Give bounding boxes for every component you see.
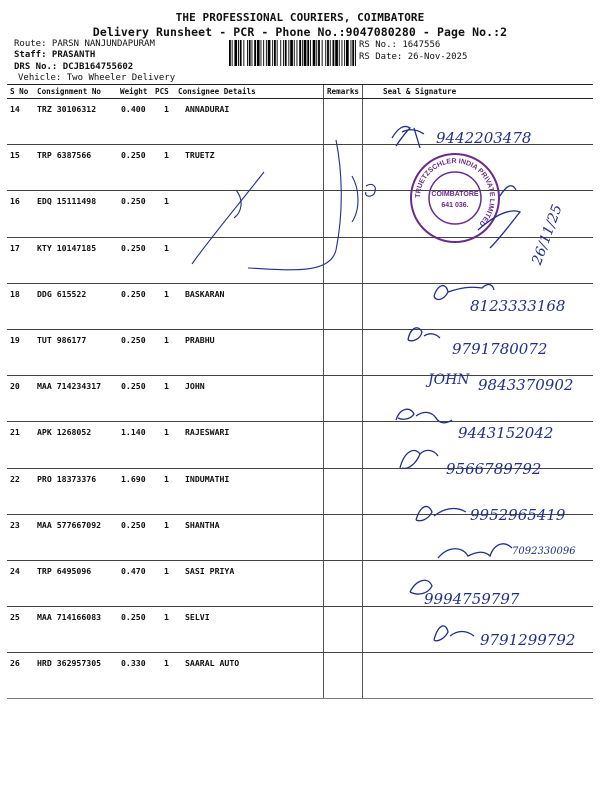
cell-weight: 0.470 (117, 560, 152, 606)
cell-pcs: 1 (152, 99, 175, 145)
barcode-bar (240, 40, 242, 66)
table-row (7, 607, 593, 653)
cell-consignee: INDUMATHI (175, 468, 324, 514)
col-consignee: Consignee Details (175, 85, 324, 99)
barcode-bar (342, 40, 343, 66)
runsheet-title: Delivery Runsheet - PCR - Phone No.:9047080280 - Page No.:2 (92, 25, 508, 39)
cell-pcs: 1 (152, 329, 175, 375)
cell-pcs: 1 (152, 653, 175, 699)
cell-seal-signature (363, 283, 594, 329)
cell-seal-signature (363, 237, 594, 283)
col-sno: S No (7, 85, 34, 99)
cell-consignment-no: APK 1268052 (34, 422, 117, 468)
cell-weight: 1.140 (117, 422, 152, 468)
col-pcs: PCS (152, 85, 175, 99)
cell-weight: 0.250 (117, 237, 152, 283)
cell-consignment-no: PRO 18373376 (34, 468, 117, 514)
barcode-bar (229, 40, 231, 66)
cell-remarks (324, 653, 363, 699)
table-row (7, 468, 593, 514)
table-row (7, 329, 593, 375)
stamp-outer-text: TRUETZSCHLER INDIA PRIVATE LIMITED (414, 157, 496, 228)
cell-consignment-no: TRP 6387566 (34, 145, 117, 191)
cell-consignment-no: TRZ 30106312 (34, 99, 117, 145)
table-row (7, 237, 593, 283)
cell-consignee: SHANTHA (175, 514, 324, 560)
route-label: Route: PARSN NANJUNDAPURAM (14, 39, 155, 49)
cell-sno: 19 (7, 329, 34, 375)
barcode-bar (352, 40, 354, 66)
cell-weight: 0.250 (117, 607, 152, 653)
table-row (7, 422, 593, 468)
barcode-bar (249, 40, 251, 66)
cell-consignee: SASI PRIYA (175, 560, 324, 606)
cell-weight: 0.330 (117, 653, 152, 699)
cell-consignee: ANNADURAI (175, 99, 324, 145)
phone-row-21: 9443152042 (458, 424, 554, 442)
cell-sno: 23 (7, 514, 34, 560)
cell-weight: 0.250 (117, 283, 152, 329)
cell-seal-signature (363, 560, 594, 606)
cell-remarks (324, 514, 363, 560)
barcode-bar (339, 40, 340, 66)
barcode-bar (310, 40, 311, 66)
barcode-bar (355, 40, 356, 66)
col-remarks: Remarks (324, 85, 363, 99)
phone-row-25: 7092330096 (512, 546, 576, 557)
cell-sno: 21 (7, 422, 34, 468)
cell-sno: 14 (7, 99, 34, 145)
barcode-bar (297, 40, 298, 66)
cell-consignee: BASKARAN (175, 283, 324, 329)
barcode-image (229, 40, 357, 66)
cell-remarks (324, 329, 363, 375)
cell-remarks (324, 607, 363, 653)
cell-sno: 26 (7, 653, 34, 699)
barcode-bar (247, 40, 248, 66)
phone-row-22: 9566789792 (446, 460, 542, 478)
vehicle-label: Vehicle: Two Wheeler Delivery (18, 73, 176, 83)
cell-seal-signature (363, 191, 594, 237)
barcode-bar (290, 40, 293, 66)
phone-row-20: 9843370902 (478, 376, 574, 394)
cell-consignee: TRUETZ (175, 145, 324, 191)
cell-pcs: 1 (152, 376, 175, 422)
stamp-city: COIMBATORE (431, 191, 479, 198)
barcode-bar (268, 40, 271, 66)
cell-pcs: 1 (152, 283, 175, 329)
barcode-bar (285, 40, 287, 66)
cell-seal-signature (363, 607, 594, 653)
table-row (7, 283, 593, 329)
barcode-bar (325, 40, 326, 66)
cell-pcs: 1 (152, 560, 175, 606)
cell-consignee: RAJESWARI (175, 422, 324, 468)
barcode-bar (288, 40, 289, 66)
cell-sno: 18 (7, 283, 34, 329)
cell-seal-signature (363, 99, 594, 145)
barcode-bar (277, 40, 278, 66)
cell-pcs: 1 (152, 145, 175, 191)
cell-consignee (175, 191, 324, 237)
cell-seal-signature (363, 653, 594, 699)
cell-seal-signature (363, 422, 594, 468)
cell-sno: 22 (7, 468, 34, 514)
stamp-pin: 641 036. (441, 202, 469, 209)
cell-seal-signature (363, 329, 594, 375)
cell-consignee (175, 237, 324, 283)
phone-row-18: 8123333168 (470, 297, 566, 315)
cell-remarks (324, 99, 363, 145)
cell-weight: 0.250 (117, 145, 152, 191)
barcode-bar (272, 40, 273, 66)
cell-consignment-no: KTY 10147185 (34, 237, 117, 283)
barcode-bar (283, 40, 284, 66)
cell-consignment-no: HRD 362957305 (34, 653, 117, 699)
cell-seal-signature (363, 145, 594, 191)
rs-number: RS No.: 1647556 (359, 40, 441, 50)
cell-remarks (324, 191, 363, 237)
barcode-bar (302, 40, 303, 66)
barcode-bar (252, 40, 253, 66)
cell-consignment-no: MAA 714166083 (34, 607, 117, 653)
barcode-bar (316, 40, 317, 66)
barcode-bar (330, 40, 331, 66)
col-seal-signature: Seal & Signature (363, 85, 594, 99)
cell-weight: 0.250 (117, 376, 152, 422)
signed-date: 26/11/25 (529, 202, 566, 268)
cell-seal-signature (363, 468, 594, 514)
cell-consignment-no: MAA 577667092 (34, 514, 117, 560)
cell-weight: 0.250 (117, 329, 152, 375)
cell-remarks (324, 283, 363, 329)
barcode-bar (318, 40, 320, 66)
cell-consignment-no: MAA 714234317 (34, 376, 117, 422)
barcode-bar (274, 40, 276, 66)
barcode-bar (346, 40, 349, 66)
cell-consignment-no: DDG 615522 (34, 283, 117, 329)
table-header-row (7, 85, 593, 99)
cell-pcs: 1 (152, 237, 175, 283)
barcode-bar (280, 40, 281, 66)
cell-consignee: SELVI (175, 607, 324, 653)
staff-label: Staff: PRASANTH (14, 50, 96, 60)
cell-remarks (324, 560, 363, 606)
cell-sno: 16 (7, 191, 34, 237)
cell-remarks (324, 237, 363, 283)
col-consignment: Consignment No (34, 85, 117, 99)
phone-row-25b: 9994759797 (424, 590, 520, 608)
table-row (7, 560, 593, 606)
runsheet-table (7, 84, 593, 699)
barcode-bar (335, 40, 338, 66)
cell-pcs: 1 (152, 607, 175, 653)
cell-consignment-no: EDQ 15111498 (34, 191, 117, 237)
cell-weight: 0.400 (117, 99, 152, 145)
table-row (7, 99, 593, 145)
barcode-bar (232, 40, 233, 66)
cell-consignee: SAARAL AUTO (175, 653, 324, 699)
phone-row-14: 9442203478 (436, 129, 532, 147)
rs-date: RS Date: 26-Nov-2025 (359, 52, 468, 62)
barcode-bar (322, 40, 323, 66)
cell-seal-signature (363, 376, 594, 422)
cell-weight: 0.250 (117, 514, 152, 560)
barcode-bar (261, 40, 262, 66)
cell-consignee: PRABHU (175, 329, 324, 375)
company-title: THE PROFESSIONAL COURIERS, COIMBATORE (175, 11, 425, 24)
drs-number: DRS No.: DCJB164755602 (14, 62, 134, 72)
cell-consignment-no: TRP 6495096 (34, 560, 117, 606)
barcode-bar (257, 40, 260, 66)
cell-sno: 25 (7, 607, 34, 653)
cell-weight: 0.250 (117, 191, 152, 237)
cell-sno: 15 (7, 145, 34, 191)
table-row (7, 191, 593, 237)
barcode-bar (351, 40, 352, 66)
cell-remarks (324, 468, 363, 514)
barcode-bar (344, 40, 345, 66)
cell-consignee: JOHN (175, 376, 324, 422)
phone-row-19: 9791780072 (452, 340, 548, 358)
cell-pcs: 1 (152, 468, 175, 514)
barcode-bar (294, 40, 295, 66)
table-row (7, 653, 593, 699)
table-row (7, 376, 593, 422)
cell-sno: 24 (7, 560, 34, 606)
barcode-bar (299, 40, 301, 66)
barcode-bar (333, 40, 335, 66)
barcode-bar (243, 40, 244, 66)
table-row (7, 145, 593, 191)
cell-pcs: 1 (152, 191, 175, 237)
handwritten-name-row-20: JOHN (428, 372, 470, 388)
cell-pcs: 1 (152, 514, 175, 560)
col-weight: Weight (117, 85, 152, 99)
cell-weight: 1.690 (117, 468, 152, 514)
cell-remarks (324, 376, 363, 422)
cell-sno: 17 (7, 237, 34, 283)
cell-remarks (324, 422, 363, 468)
barcode-bar (234, 40, 237, 66)
cell-seal-signature (363, 514, 594, 560)
barcode-bar (254, 40, 256, 66)
cell-pcs: 1 (152, 422, 175, 468)
barcode-bar (327, 40, 329, 66)
table-row (7, 514, 593, 560)
barcode-bar (313, 40, 316, 66)
cell-remarks (324, 145, 363, 191)
phone-row-24: 9952965419 (470, 506, 566, 524)
phone-row-26: 9791299792 (480, 631, 576, 649)
barcode-bar (238, 40, 239, 66)
barcode-bar (307, 40, 309, 66)
barcode-bar (266, 40, 267, 66)
cell-sno: 20 (7, 376, 34, 422)
barcode-bar (304, 40, 307, 66)
cell-consignment-no: TUT 986177 (34, 329, 117, 375)
barcode-bar (263, 40, 264, 66)
